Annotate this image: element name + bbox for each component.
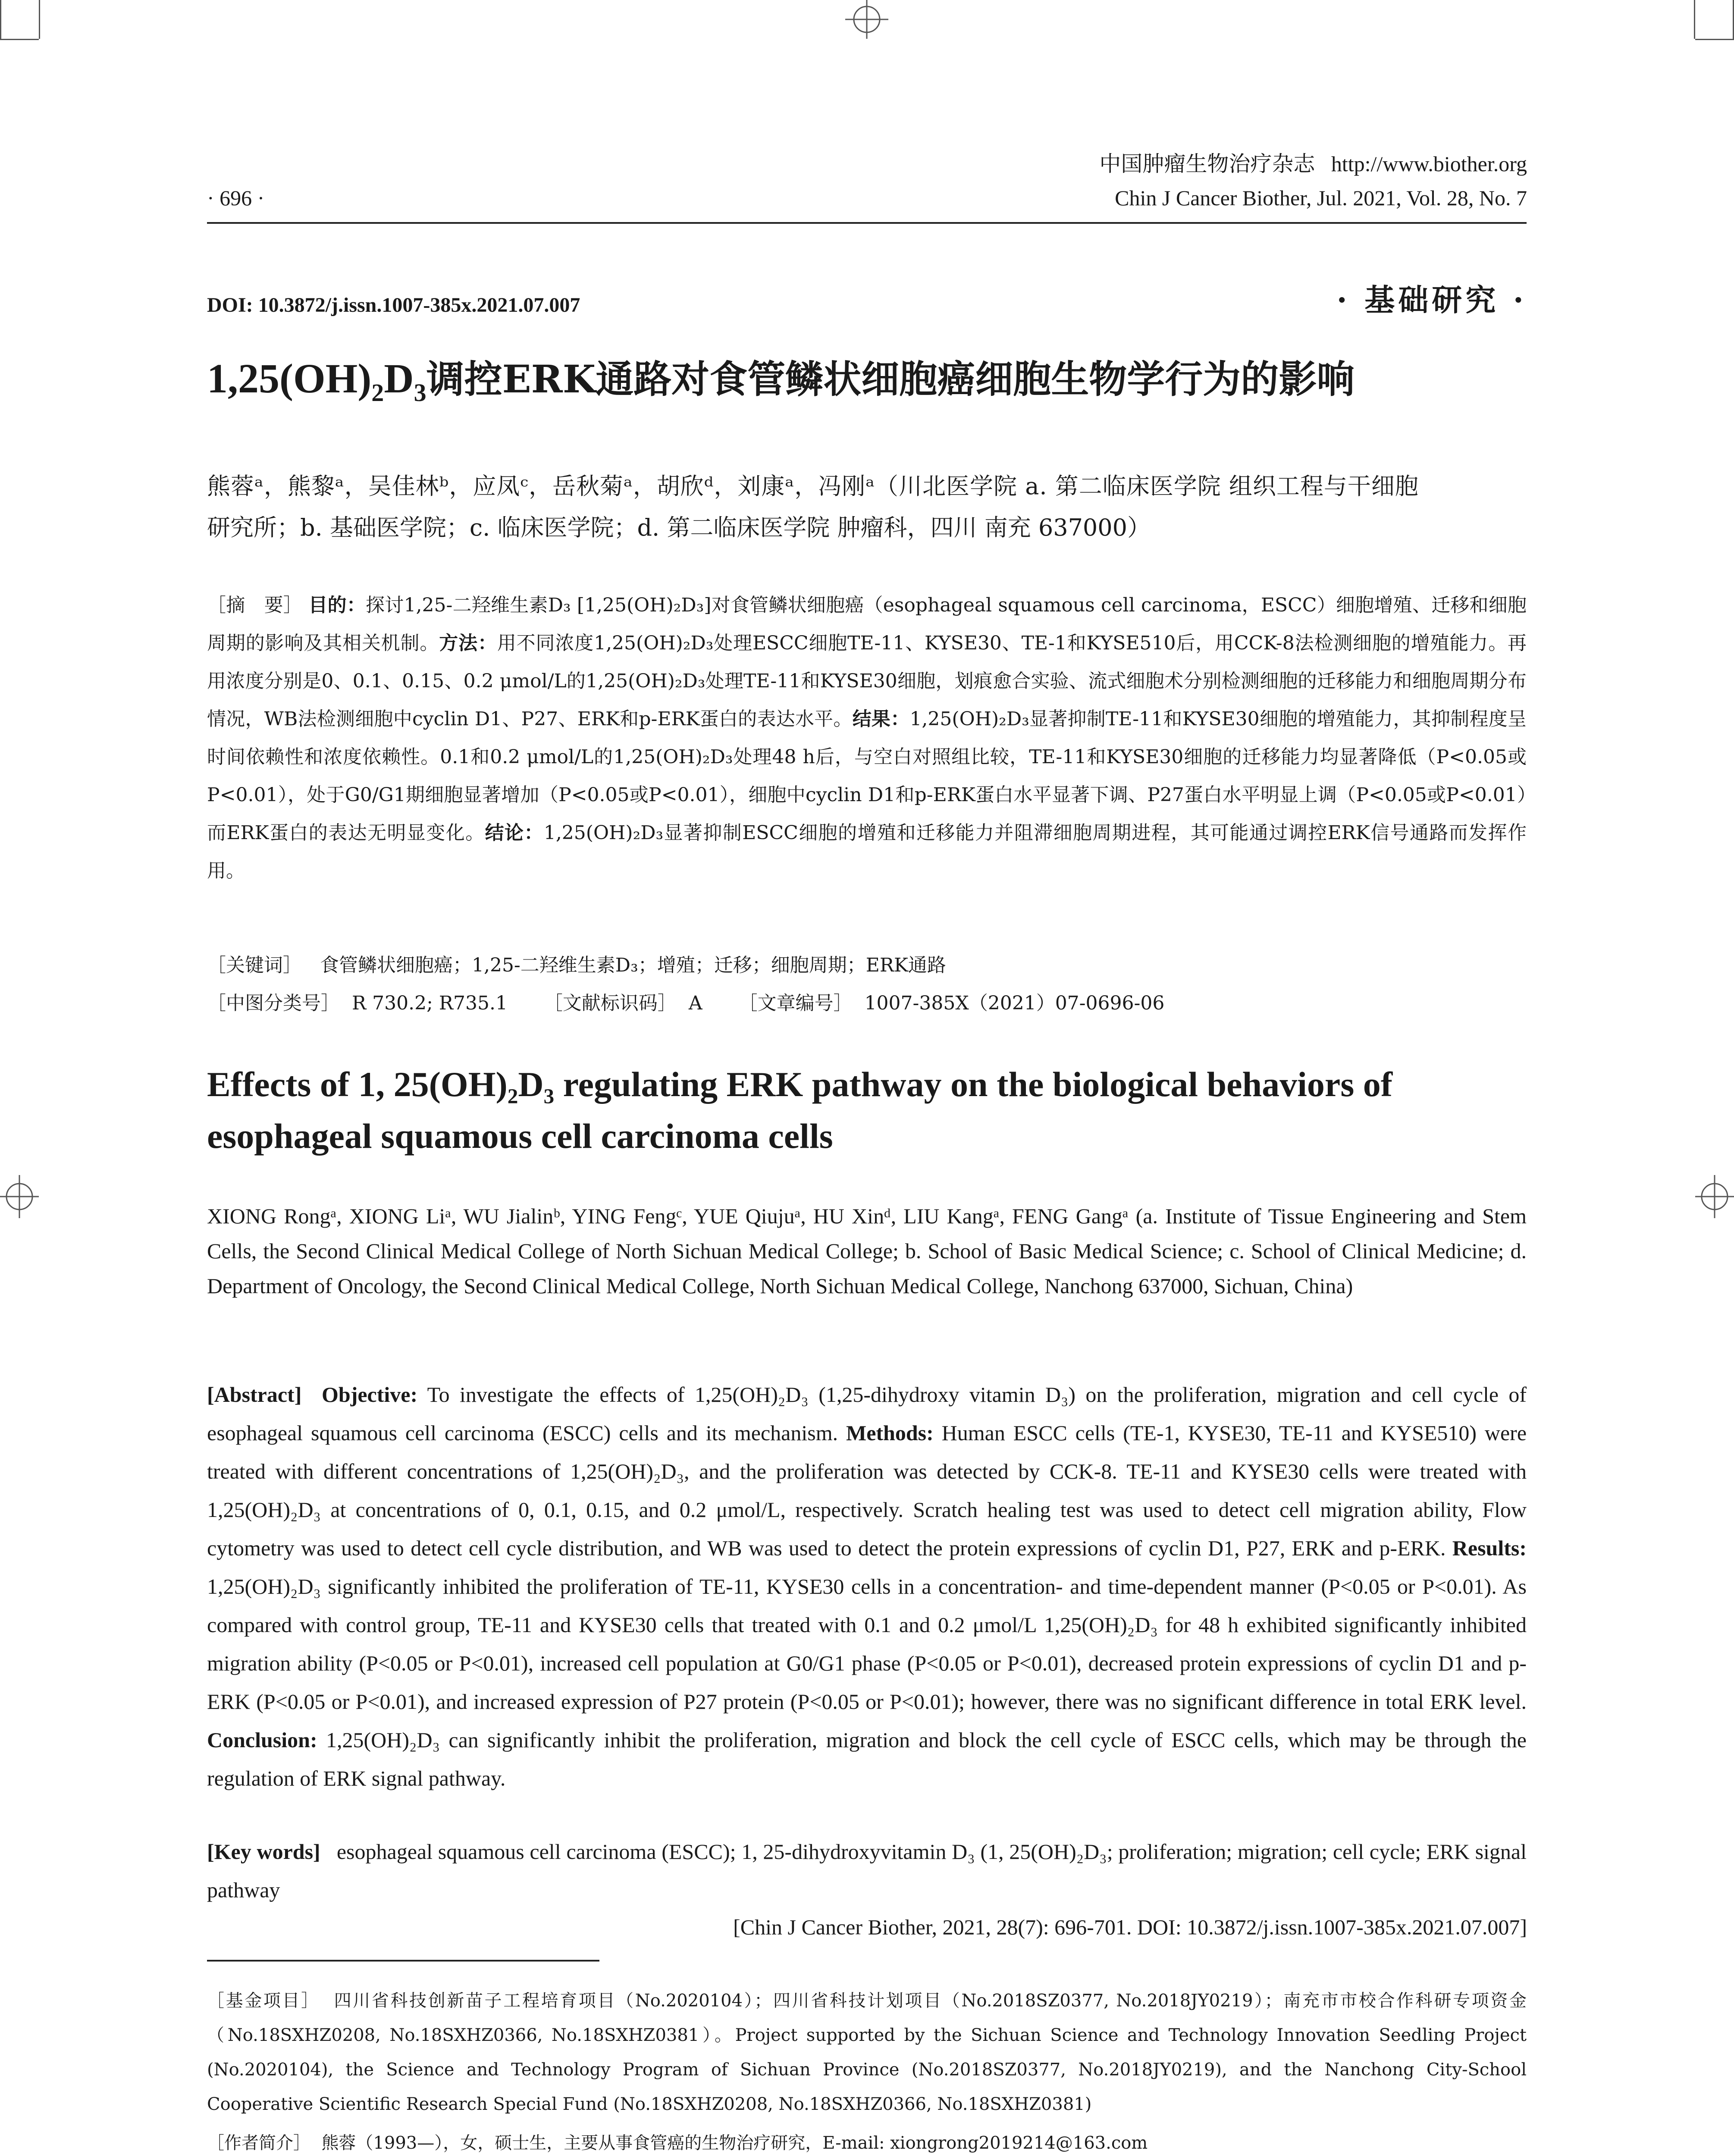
title-cn-text: 调控ERK通路对食管鳞状细胞癌细胞生物学行为的影响 [426,357,1355,401]
journal-header-en: Chin J Cancer Biother, Jul. 2021, Vol. 28, No. 7 [1115,186,1527,210]
authors-cn [207,466,1527,548]
conclusion-label-en: Conclusion: [207,1728,317,1752]
article-no-value: 1007-385X（2021）07-0696-06 [864,992,1165,1014]
conclusion-label-cn: 结论： [485,822,544,844]
title-cn-formula: $1,25(OH)_2D_3$ [207,355,426,407]
title-en-line1: Effects of 1, 25(OH)₂D₃ regulating ERK pathway on the biological behaviors of [207,1065,1393,1104]
methods-en: Human ESCC cells (TE-1, KYSE30, TE-11 and KYSE510) were treated with different concentrations of 1,25(OH)₂D₃, and the proliferation was detected by CCK-8. TE-11 and KYSE30 cells were treated with 1,25(OH)₂D₃ at concentrations of 0, 0.1, 0.15, and 0.2 μmol/L, respectively. Scratch healing test was used to detect cell migration ability, Flow cytometry was used to detect cell cycle distribution, and WB was used to detect the protein expressions of cyclin D1, P27, ERK and p-ERK. [207,1421,1527,1560]
methods-label-cn: 方法： [439,632,497,654]
title-en-line2: esophageal squamous cell carcinoma cells [207,1116,833,1156]
keywords-cn [207,946,1527,984]
registration-mark-left [0,1166,39,1227]
objective-en: To investigate the effects of 1,25(OH)₂D₃ (1,25-dihydroxy vitamin D₃) on the proliferation, migration and cell cycle of esophageal squamous cell carcinoma (ESCC) cells and its mechanism. [207,1382,1527,1445]
results-label-cn: 结果： [852,708,910,730]
results-label-en: Results: [1452,1536,1527,1560]
abstract-cn [207,586,1527,890]
article-no-label: ［文章编号］ [738,992,853,1014]
footnote-rule [207,1960,599,1962]
journal-header-cn [1099,147,1527,178]
methods-cn: 用不同浓度1,25(OH)₂D₃处理ESCC细胞TE-11、KYSE30、TE-1和KYSE510后，用CCK-8法检测细胞的增殖能力。再用浓度分别是0、0.1、0.15、0.2 μmol/L的1,25(OH)₂D₃处理TE-11和KYSE30细胞，划痕愈合实验、流式细胞术分别检测细胞的迁移能力和细胞周期分布情况，WB法检测细胞中cyclin D1、P27、ERK和p-ERK蛋白的表达水平。 [207,632,1527,730]
clc-value: R 730.2; R735.1 [351,992,508,1014]
keywords-cn-text: 食管鳞状细胞癌；1,25-二羟维生素D₃；增殖；迁移；细胞周期；ERK通路 [320,954,946,976]
keywords-en-text: esophageal squamous cell carcinoma (ESCC); 1, 25-dihydroxyvitamin D₃ (1, 25(OH)₂D₃; proliferation; migration; cell cycle; ERK signal pathway [207,1839,1527,1902]
header-rule [207,222,1527,224]
keywords-en [207,1833,1527,1909]
classification-cn [207,984,1527,1022]
author-bio-label: ［作者简介］ [207,2133,310,2153]
results-cn: 1,25(OH)₂D₃显著抑制TE-11和KYSE30细胞的增殖能力，其抑制程度呈时间依赖性和浓度依赖性。0.1和0.2 μmol/L的1,25(OH)₂D₃处理48 h后，与空白对照组比较，TE-11和KYSE30细胞的迁移能力均显著降低（P<0.05或P<0.01），处于G0/G1期细胞显著增加（P<0.05或P<0.01），细胞中cyclin D1和p-ERK蛋白水平显著下调、P27蛋白水平明显上调（P<0.05或P<0.01）而ERK蛋白的表达无明显变化。 [207,708,1527,844]
doc-code-value: A [688,992,702,1014]
objective-label-cn: 目的： [308,594,366,616]
abstract-en [207,1376,1527,1798]
conclusion-en: 1,25(OH)₂D₃ can significantly inhibit the proliferation, migration and block the cell cycle of ESCC cells, which may be through the regulation of ERK signal pathway. [207,1728,1527,1790]
authors-cn-line1: 熊蓉ᵃ，熊黎ᵃ，吴佳林ᵇ，应凤ᶜ，岳秋菊ᵃ，胡欣ᵈ，刘康ᵃ，冯刚ᵃ（川北医学院 a. 第二临床医学院 组织工程与干细胞 [207,473,1419,500]
fund-text: 四川省科技创新苗子工程培育项目（No.2020104）；四川省科技计划项目（No.2018SZ0377, No.2018JY0219）；南充市市校合作科研专项资金（No.18SXHZ0208, No.18SXHZ0366, No.18SXHZ0381）。Project supported by the Sichuan Science and Technology Innovation Seedling Project (No.2020104), the Science and Technology Program of Sichuan Province (No.2018SZ0377, No.2018JY0219), and the Nanchong City-School Cooperative Scientific Research Special Fund (No.18SXHZ0208, No.18SXHZ0366, No.18SXHZ0381) [207,1991,1527,2114]
registration-mark-top [837,0,897,39]
author-bio-text: 熊蓉（1993—），女，硕士生，主要从事食管癌的生物治疗研究，E-mail: xiongrong2019214@163.com [321,2133,1148,2153]
authors-cn-line2: 研究所；b. 基础医学院；c. 临床医学院；d. 第二临床医学院 肿瘤科，四川 南充 637000） [207,514,1151,541]
authors-en: XIONG Rongᵃ, XIONG Liᵃ, WU Jialinᵇ, YING Fengᶜ, YUE Qiujuᵃ, HU Xinᵈ, LIU Kangᵃ, FENG Gangᵃ (a. Institute of Tissue Engineering and Stem Cells, the Second Clinical Medical College of North Sichuan Medical College; b. School of Basic Medical Science; c. School of Clinical Medicine; d. Department of Oncology, the Second Clinical Medical College, North Sichuan Medical College, Nanchong 637000, Sichuan, China) [207,1204,1527,1298]
results-en: 1,25(OH)₂D₃ significantly inhibited the proliferation of TE-11, KYSE30 cells in a concentration- and time-dependent manner (P<0.05 or P<0.01). As compared with control group, TE-11 and KYSE30 cells that treated with 0.1 and 0.2 μmol/L 1,25(OH)₂D₃ for 48 h exhibited significantly inhibited migration ability (P<0.05 or P<0.01), increased cell population at G0/G1 phase (P<0.05 or P<0.01), decreased protein expressions of cyclin D1 and p-ERK (P<0.05 or P<0.01), and increased expression of P27 protein (P<0.05 or P<0.01); however, there was no significant difference in total ERK level. [207,1574,1527,1714]
citation: [Chin J Cancer Biother, 2021, 28(7): 696-701. DOI: 10.3872/j.issn.1007-385x.2021.07.007] [733,1915,1527,1939]
journal-name-cn: 中国肿瘤生物治疗杂志 [1099,151,1315,176]
methods-label-en: Methods: [846,1421,934,1445]
abstract-en-label: [Abstract] [207,1382,302,1407]
doc-code-label: ［文献标识码］ [543,992,677,1014]
keywords-cn-label: ［关键词］ [207,954,302,976]
footnote-fund [207,1984,1527,2122]
objective-label-en: Objective: [322,1382,418,1407]
title-cn [207,349,1355,407]
clc-label: ［中图分类号］ [207,992,340,1014]
abstract-cn-label: ［摘 要］ [207,594,303,616]
objective-cn: 探讨1,25-二羟维生素D₃ [1,25(OH)₂D₃]对食管鳞状细胞癌（esophageal squamous cell carcinoma，ESCC）细胞增殖、迁移和细胞周期的影响及其相关机制。 [207,594,1527,654]
conclusion-cn: 1,25(OH)₂D₃显著抑制ESCC细胞的增殖和迁移能力并阻滞细胞周期进程，其可能通过调控ERK信号通路而发挥作用。 [207,822,1527,882]
journal-url[interactable]: http://www.biother.org [1331,152,1527,176]
section-label: · 基础研究 · [1336,282,1527,318]
registration-mark-right [1695,1166,1734,1227]
fund-label: ［基金项目］ [207,1991,320,2011]
keywords-en-label: [Key words] [207,1839,320,1864]
doi: DOI: 10.3872/j.issn.1007-385x.2021.07.007 [207,294,580,317]
title-en [207,1059,1527,1162]
page-number: · 696 · [207,186,265,210]
footnote-author [207,2126,1527,2156]
